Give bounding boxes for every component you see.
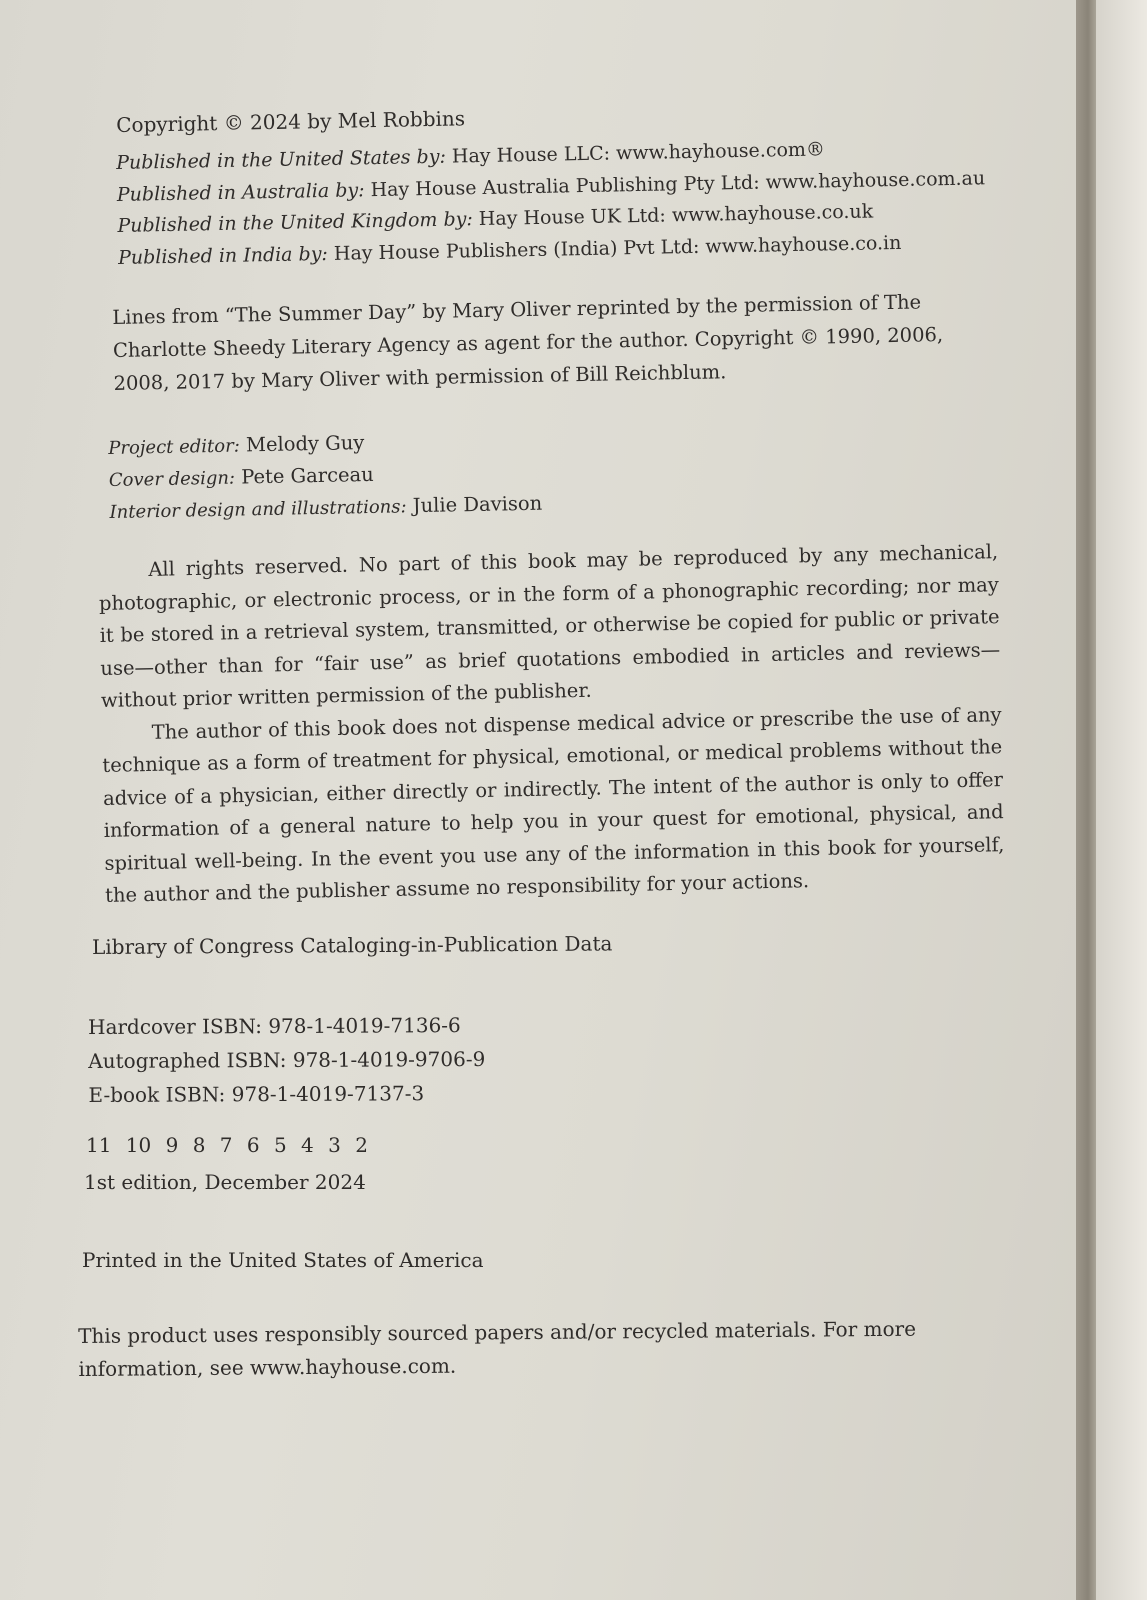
background-surface — [1096, 0, 1147, 1600]
medical-disclaimer-paragraph: The author of this book does not dispense medical advice or prescribe the use of any technique as a form of treatment for physical, emotional, or medical problems without the advice of a physician, either directly or indirectly. The intent of the author is only to offer information of a general nature to help you in your quest for emotional, physical, and spiritual well-being. In the event you use any of the information in this book for yourself, the author and the publisher assume no responsibility for your actions. — [102, 702, 1005, 907]
copyright-notice: Copyright © 2024 by Mel Robbins — [116, 106, 466, 137]
rights-reserved-paragraph: All rights reserved. No part of this book may be reproduced by any mechanical, photographic, or electronic process, or in the form of a phonographic recording; nor may it be stored in a retrieval system, transmitted, or otherwise be copied for public or private use—other than for “fair use” as brief quotations embodied in articles and reviews—without prior written permission of the publisher. — [98, 540, 1001, 712]
publisher-name: Hay House Australia Publishing Pty Ltd: www.hayhouse.com.au — [370, 166, 986, 201]
publisher-name: Hay House Publishers (India) Pvt Ltd: www.hayhouse.co.in — [333, 231, 902, 265]
legal-notices — [98, 536, 1005, 912]
publisher-region: Published in the United States by: — [116, 145, 447, 174]
printed-in-line: Printed in the United States of America — [82, 1248, 484, 1272]
credit-role: Project editor: — [108, 435, 240, 459]
credit-name: Melody Guy — [245, 431, 365, 457]
edition-line: 1st edition, December 2024 — [84, 1170, 366, 1194]
page-edge-shadow — [1076, 0, 1096, 1600]
isbn-autographed: Autographed ISBN: 978-1-4019-9706-9 — [88, 1046, 486, 1073]
library-of-congress-heading: Library of Congress Cataloging-in-Publication Data — [92, 931, 613, 959]
printing-number-line: 11 10 9 8 7 6 5 4 3 2 — [86, 1133, 368, 1157]
publisher-region: Published in India by: — [117, 242, 329, 269]
publisher-region: Published in the United Kingdom by: — [117, 208, 473, 237]
publisher-region: Published in Australia by: — [116, 178, 365, 206]
isbn-hardcover: Hardcover ISBN: 978-1-4019-7136-6 — [88, 1013, 461, 1039]
credit-role: Cover design: — [108, 467, 236, 491]
publishers-list — [116, 131, 986, 273]
credits-list — [108, 420, 710, 528]
isbn-ebook: E-book ISBN: 978-1-4019-7137-3 — [88, 1081, 425, 1107]
credit-role: Interior design and illustrations: — [109, 496, 407, 523]
credit-name: Julie Davison — [412, 491, 543, 518]
product-sourcing-note: This product uses responsibly sourced papers and/or recycled materials. For more information, see www.hayhouse.com. — [78, 1316, 917, 1381]
poem-permission-notice: Lines from “The Summer Day” by Mary Oliver reprinted by the permission of The Charlotte Sheedy Literary Agency as agent for the author. Copyright © 1990, 2006, 2008, 2017 by Mary Oliver with permission of Bill Reichblum. — [112, 290, 944, 395]
publisher-name: Hay House LLC: www.hayhouse.com® — [451, 138, 826, 168]
publisher-name: Hay House UK Ltd: www.hayhouse.co.uk — [478, 200, 874, 231]
isbn-list — [88, 1008, 486, 1112]
credit-name: Pete Garceau — [240, 462, 374, 489]
